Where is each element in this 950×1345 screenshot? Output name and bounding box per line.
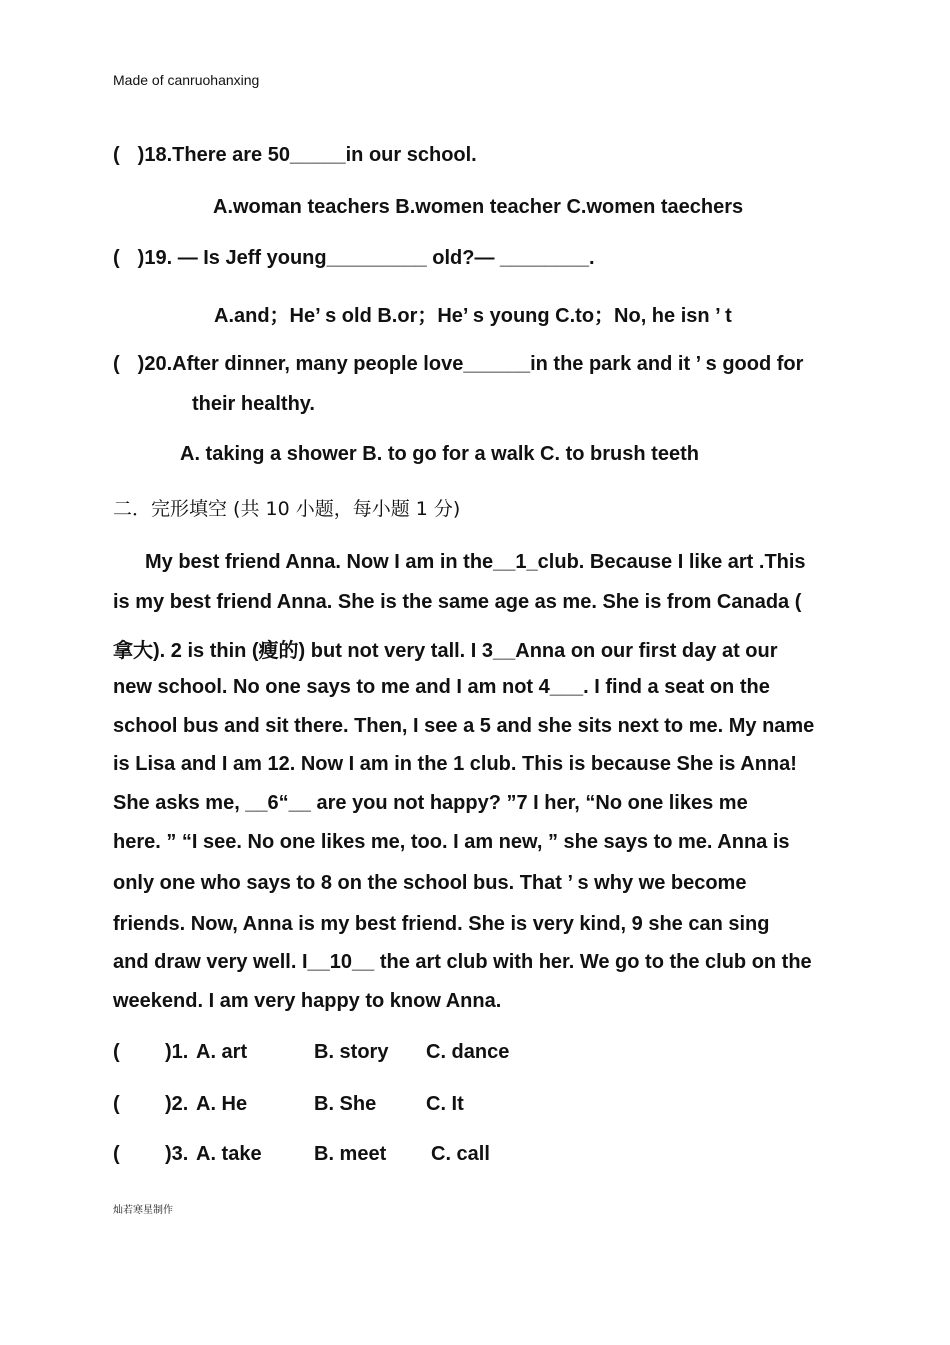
passage-line: only one who says to 8 on the school bus. That ’ s why we become: [113, 872, 747, 894]
option-b: B. meet: [314, 1143, 387, 1165]
question-18: [113, 144, 477, 167]
question-20-options: A. taking a shower B. to go for a walk C. to brush teeth: [180, 443, 699, 465]
question-mid: _ old?—: [415, 247, 501, 269]
passage-line: She asks me, __6“__ are you not happy? ”7 I her, “No one likes me: [113, 792, 748, 814]
answer-paren: (: [113, 144, 120, 166]
option-a: A. art: [196, 1041, 248, 1063]
option-c: C. It: [426, 1093, 464, 1115]
page-header: Made of canruohanxing: [113, 72, 260, 88]
passage-line: is Lisa and I am 12. Now I am in the 1 club. This is because She is Anna!: [113, 753, 797, 775]
page-footer: 灿若寒星制作: [113, 1205, 173, 1216]
passage-line: My best friend Anna. Now I am in the__1_club. Because I like art .This: [145, 551, 806, 573]
option-b: B. story: [314, 1041, 389, 1063]
question-20: [113, 353, 803, 376]
option-c: C. dance: [426, 1041, 510, 1063]
answer-paren: (: [113, 1093, 120, 1115]
cloze-question-1: [113, 1041, 510, 1064]
passage-line: new school. No one says to me and I am not 4___. I find a seat on the: [113, 676, 770, 698]
question-stem: )20.After dinner, many people love: [137, 353, 464, 375]
section-title: 二．完形填空 (共 10 小题，每小题 1 分): [113, 498, 461, 520]
answer-paren: (: [113, 353, 120, 375]
option-b: B. She: [314, 1093, 377, 1115]
answer-blank: ________: [326, 247, 416, 269]
cloze-question-3: [113, 1143, 490, 1166]
question-tail: .: [589, 247, 595, 269]
question-18-options: A.woman teachers B.women teacher C.women taechers: [213, 196, 744, 218]
passage-line: school bus and sit there. Then, I see a 5 and she sits next to me. My name: [113, 715, 815, 737]
passage-line: is my best friend Anna. She is the same age as me. She is from Canada (: [113, 591, 802, 613]
question-tail: in our school.: [345, 144, 477, 166]
question-stem: )19. — Is Jeff young: [137, 247, 327, 269]
answer-blank: _____: [290, 144, 346, 166]
answer-blank: ________: [500, 247, 590, 269]
question-19-options: A.and；He’ s old B.or；He’ s young C.to；No, he isn ’ t: [214, 305, 732, 327]
question-stem: )18.There are 50: [137, 144, 290, 166]
answer-paren: (: [113, 1041, 120, 1063]
option-a: A. take: [196, 1143, 262, 1165]
passage-line: friends. Now, Anna is my best friend. She is very kind, 9 she can sing: [113, 913, 770, 935]
option-a: A. He: [196, 1093, 248, 1115]
answer-paren: (: [113, 1143, 120, 1165]
passage-line: 拿大). 2 is thin (瘦的) but not very tall. I 3__Anna on our first day at our: [113, 640, 778, 662]
question-20-line2: their healthy.: [192, 393, 315, 415]
question-number: )1.: [165, 1041, 189, 1063]
passage-line: and draw very well. I__10__ the art club with her. We go to the club on the: [113, 951, 812, 973]
question-tail: in the park and it ’ s good for: [530, 353, 804, 375]
passage-line: here. ” “I see. No one likes me, too. I am new, ” she says to me. Anna is: [113, 831, 790, 853]
passage-line: weekend. I am very happy to know Anna.: [113, 990, 502, 1012]
option-c: C. call: [431, 1143, 490, 1165]
cloze-question-2: [113, 1093, 464, 1116]
question-19: [113, 247, 595, 270]
answer-blank: ______: [463, 353, 531, 375]
question-number: )2.: [165, 1093, 189, 1115]
question-number: )3.: [165, 1143, 189, 1165]
answer-paren: (: [113, 247, 120, 269]
